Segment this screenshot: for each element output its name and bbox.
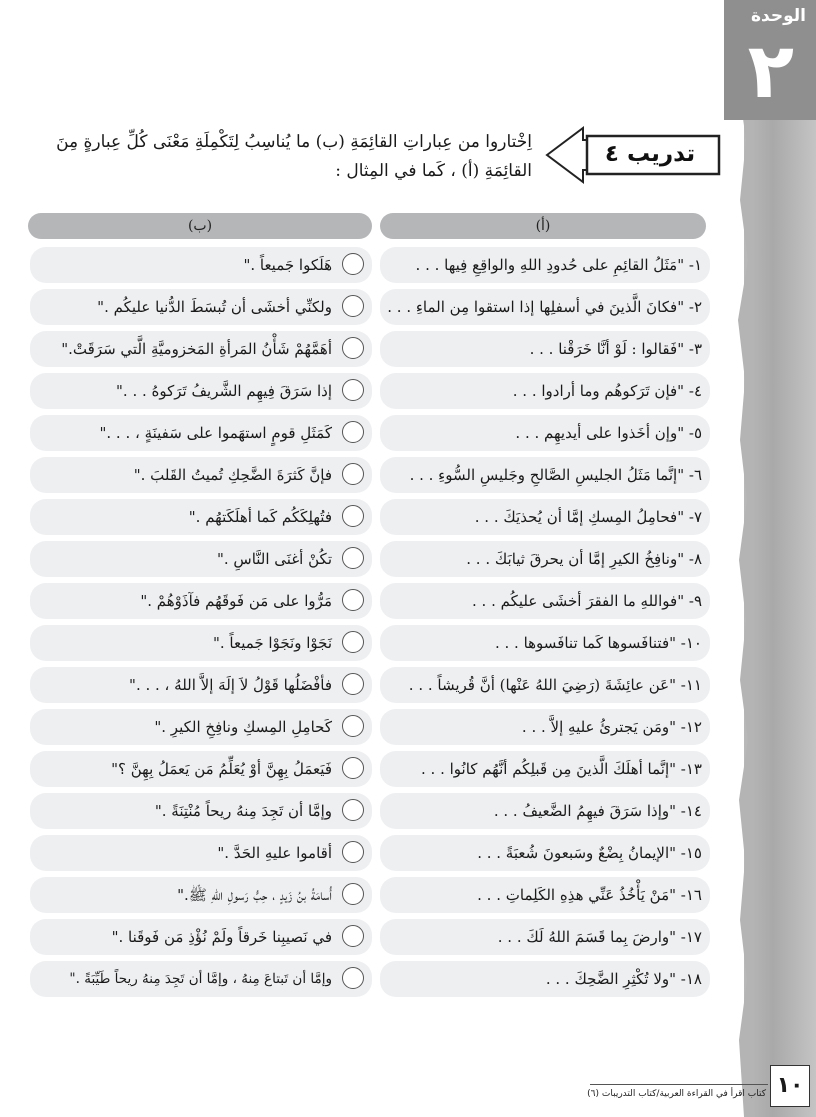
- answer-circle[interactable]: [342, 925, 364, 947]
- answer-circle[interactable]: [342, 505, 364, 527]
- list-a-item: ٨- "ونافِخُ الكيرِ إمَّا أن يحرقَ ثيابَكَ . . .: [380, 541, 710, 577]
- list-b-item[interactable]: [30, 709, 372, 745]
- answer-circle[interactable]: [342, 547, 364, 569]
- list-a-item: ١١- "عَن عائِشَةَ (رَضِيَ اللهُ عَنْها) أنَّ قُريشاً . . .: [380, 667, 710, 703]
- list-b-item[interactable]: [30, 667, 372, 703]
- answer-circle[interactable]: [342, 421, 364, 443]
- list-b-item-text: فَيَعمَلُ بِهِنَّ أوْ يُعَلِّمُ مَن يَعمَلُ بِهِنَّ ؟": [111, 760, 332, 778]
- list-a-item: ١٢- "ومَن يَجترئُ عليهِ إلاَّ . . .: [380, 709, 710, 745]
- answer-circle[interactable]: [342, 631, 364, 653]
- list-b-item-text: فإنَّ كَثرَةَ الضَّحِكِ تُميتُ القَلبَ .": [133, 466, 332, 484]
- list-a-item: ١٤- "وإذا سَرَقَ فيهِمُ الضَّعيفُ . . .: [380, 793, 710, 829]
- unit-word: الوحدة: [751, 6, 806, 26]
- list-a-item: ٥- "وإن أخَذوا على أيديهِم . . .: [380, 415, 710, 451]
- list-b-item[interactable]: [30, 499, 372, 535]
- answer-circle[interactable]: [342, 883, 364, 905]
- side-band: [744, 0, 816, 1117]
- exercise-label: تدريب ٤: [604, 141, 696, 167]
- list-b-item[interactable]: [30, 415, 372, 451]
- list-b-item[interactable]: [30, 373, 372, 409]
- list-b-item-text: فأفْضَلُها قَوْلُ لاَ إلَهَ إلاَّ اللهُ ، . . .": [129, 676, 332, 694]
- answer-circle[interactable]: [342, 463, 364, 485]
- answer-circle[interactable]: [342, 589, 364, 611]
- list-b-item[interactable]: [30, 331, 372, 367]
- list-a-item: ١٨- "ولا تُكْثِرِ الضَّحِكَ . . .: [380, 961, 710, 997]
- list-b-item-text: تكُنْ أغنَى النَّاسِ .": [216, 550, 332, 568]
- column-b-header: (ب): [28, 213, 372, 239]
- unit-number: ٢: [747, 26, 794, 115]
- list-a-item: ١٣- "إنَّما أهلَكَ الَّذينَ مِن قَبلِكُم أنَّهُم كانُوا . . .: [380, 751, 710, 787]
- list-b-item[interactable]: [30, 541, 372, 577]
- list-b-item[interactable]: [30, 877, 372, 913]
- list-b-item[interactable]: [30, 583, 372, 619]
- list-a-item: ٦- "إنَّما مَثَلُ الجليسِ الصَّالحِ وجَليسِ السُّوءِ . . .: [380, 457, 710, 493]
- list-b-item-text: في نَصيبِنا خَرقاً ولَمْ نُؤْذِ مَن فَوقَنا .": [111, 928, 332, 946]
- list-b-item-text: إذا سَرَقَ فِيهِم الشَّريفُ تَرَكوهُ . . .": [116, 382, 332, 400]
- list-b-item[interactable]: [30, 961, 372, 997]
- answer-circle[interactable]: [342, 799, 364, 821]
- list-b-item[interactable]: [30, 625, 372, 661]
- exercise-instruction: اِخْتاروا من عِباراتِ القائِمَةِ (ب) ما يُناسِبُ لِتَكْمِلَةِ مَعْنَى كُلِّ عِبارةٍ مِنَ القائِمَةِ (أ) ، كَما في المِثال :: [56, 132, 532, 181]
- list-b-item-text: هَلَكوا جَميعاً .": [243, 256, 332, 274]
- list-b-item-text: ولكنِّي أخشَى أن تُبسَطَ الدُّنيا عليكُم .": [97, 298, 332, 316]
- list-b-item[interactable]: [30, 793, 372, 829]
- footer-text: كتاب اقرأ في القراءة العربية/كتاب التدريبات (٦): [587, 1089, 766, 1099]
- list-b-item-text: وإمَّا أن تَبتاعَ مِنهُ ، وإمَّا أن تَجِدَ مِنهُ ريحاً طَيِّبَةً .": [69, 971, 332, 987]
- torn-paper-edge: [734, 0, 754, 1117]
- answer-circle[interactable]: [342, 715, 364, 737]
- list-a-item: ٣- "فَقالوا : لَوْ أنَّا خَرَقْنا . . .: [380, 331, 710, 367]
- list-a-item: ١٥- "الإيمانُ بِضْعٌ وسَبعونَ شُعبَةً . . .: [380, 835, 710, 871]
- answer-circle[interactable]: [342, 673, 364, 695]
- list-a-item: ١- "مَثَلُ القائِمِ على حُدودِ اللهِ والواقِعِ فِيها . . .: [380, 247, 710, 283]
- list-b-item-text: أُسامَةُ بنُ زَيدٍ ، حِبُّ رَسولِ اللهِ ﷺ.": [177, 886, 332, 904]
- list-a-item: ٢- "فكانَ الَّذينَ في أسفلِها إذا استقوا مِن الماءِ . . .: [380, 289, 710, 325]
- list-a-item: ٧- "فحامِلُ المِسكِ إمَّا أن يُحذيَكَ . . .: [380, 499, 710, 535]
- list-b-item-text: وإمَّا أن تَجِدَ مِنهُ ريحاً مُنْتِنَةً .": [154, 802, 332, 820]
- list-b-item-text: أهَمَّهُمْ شَأْنُ المَرأةِ المَخزوميَّةِ الَّتي سَرَقَتْ.": [61, 340, 332, 358]
- list-a-item: ١٠- "فتنافَسوها كَما تنافَسوها . . .: [380, 625, 710, 661]
- list-b-item[interactable]: [30, 835, 372, 871]
- list-b-item-text: كَحامِلِ المِسكِ ونافِخِ الكيرِ .": [154, 718, 332, 736]
- answer-circle[interactable]: [342, 967, 364, 989]
- list-a-item: ١٦- "مَنْ يَأْخُذُ عَنِّي هذِهِ الكَلِماتِ . . .: [380, 877, 710, 913]
- list-a-item: ٤- "فإن تَرَكوهُم وما أرادوا . . .: [380, 373, 710, 409]
- list-b-item[interactable]: [30, 457, 372, 493]
- list-b-item-text: فتُهلِكَكُم كَما أهلَكَتهُم .": [188, 508, 332, 526]
- list-b-item-text: نَجَوْا ونَجَوْا جَميعاً .": [212, 634, 332, 652]
- footer-divider: [590, 1084, 768, 1085]
- list-a-item: ٩- "فواللهِ ما الفقرَ أخشَى عليكُم . . .: [380, 583, 710, 619]
- page-number: ١٠: [770, 1065, 810, 1107]
- list-b-item[interactable]: [30, 919, 372, 955]
- answer-circle[interactable]: [342, 841, 364, 863]
- answer-circle[interactable]: [342, 295, 364, 317]
- list-b-item-text: كَمَثَلِ قومٍ استهَموا على سَفينَةٍ ، . . .": [99, 424, 332, 442]
- list-b-item[interactable]: [30, 751, 372, 787]
- answer-circle[interactable]: [342, 379, 364, 401]
- column-a-header: (أ): [380, 213, 706, 239]
- answer-circle[interactable]: [342, 757, 364, 779]
- answer-circle[interactable]: [342, 337, 364, 359]
- list-b-item-text: مَرُّوا على مَن فَوقَهُم فآذَوْهُمْ .": [140, 592, 332, 610]
- list-b-item[interactable]: [30, 247, 372, 283]
- list-a-item: ١٧- "وارضَ بِما قَسَمَ اللهُ لَكَ . . .: [380, 919, 710, 955]
- answer-circle[interactable]: [342, 253, 364, 275]
- unit-badge: [724, 0, 816, 120]
- list-b-item[interactable]: [30, 289, 372, 325]
- list-b-item-text: أقاموا عليهِ الحَدَّ .": [217, 844, 332, 862]
